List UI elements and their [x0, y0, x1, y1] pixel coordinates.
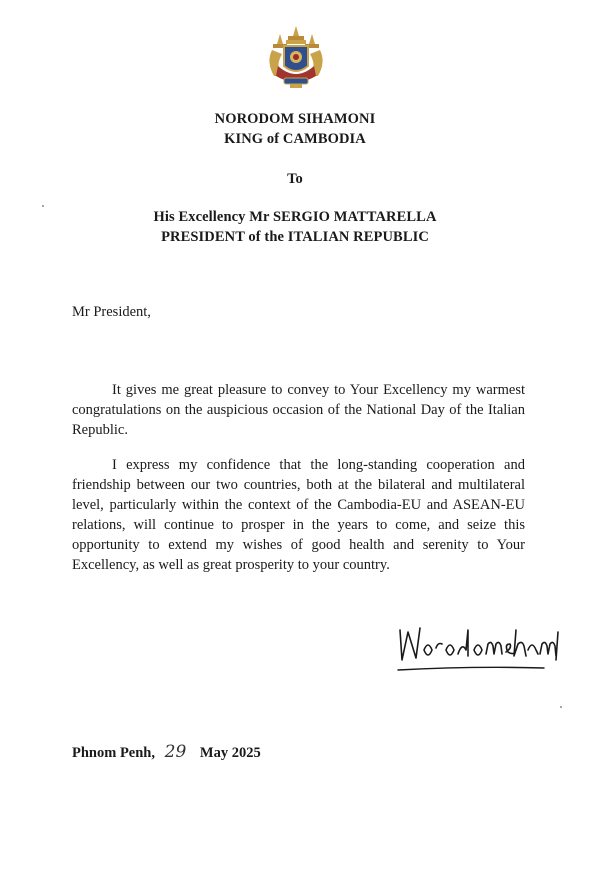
sender-name: NORODOM SIHAMONI	[214, 111, 376, 127]
paragraph-1: It gives me great pleasure to convey to Your Excellency my warmest congratulations on the auspicious occasion of the National Day of the Italian Republic.	[72, 382, 525, 438]
to-label: To	[287, 171, 303, 187]
salutation: Mr President,	[72, 304, 151, 320]
recipient-title: PRESIDENT of the ITALIAN REPUBLIC	[161, 229, 429, 245]
recipient-name: His Excellency Mr SERGIO MATTARELLA	[153, 209, 437, 225]
place-and-date	[72, 742, 261, 762]
signature	[394, 610, 564, 680]
scan-speck	[42, 205, 44, 207]
royal-crest-icon	[258, 26, 334, 90]
handwritten-day: 29	[164, 742, 187, 762]
paragraph-2: I express my confidence that the long-standing cooperation and friendship between our two countries, both at the bilateral and multilateral level, particularly within the context of the Cambodia-EU and ASEAN-EU relations, will continue to prosper in the years to come, and seize this opportunity to extend my wishes of good health and serenity to Your Excellency, as well as great prosperity to your country.	[72, 457, 525, 573]
place: Phnom Penh,	[72, 745, 155, 761]
month-year: May 2025	[199, 745, 261, 761]
scan-speck	[560, 706, 562, 708]
sender-title: KING of CAMBODIA	[224, 131, 366, 147]
